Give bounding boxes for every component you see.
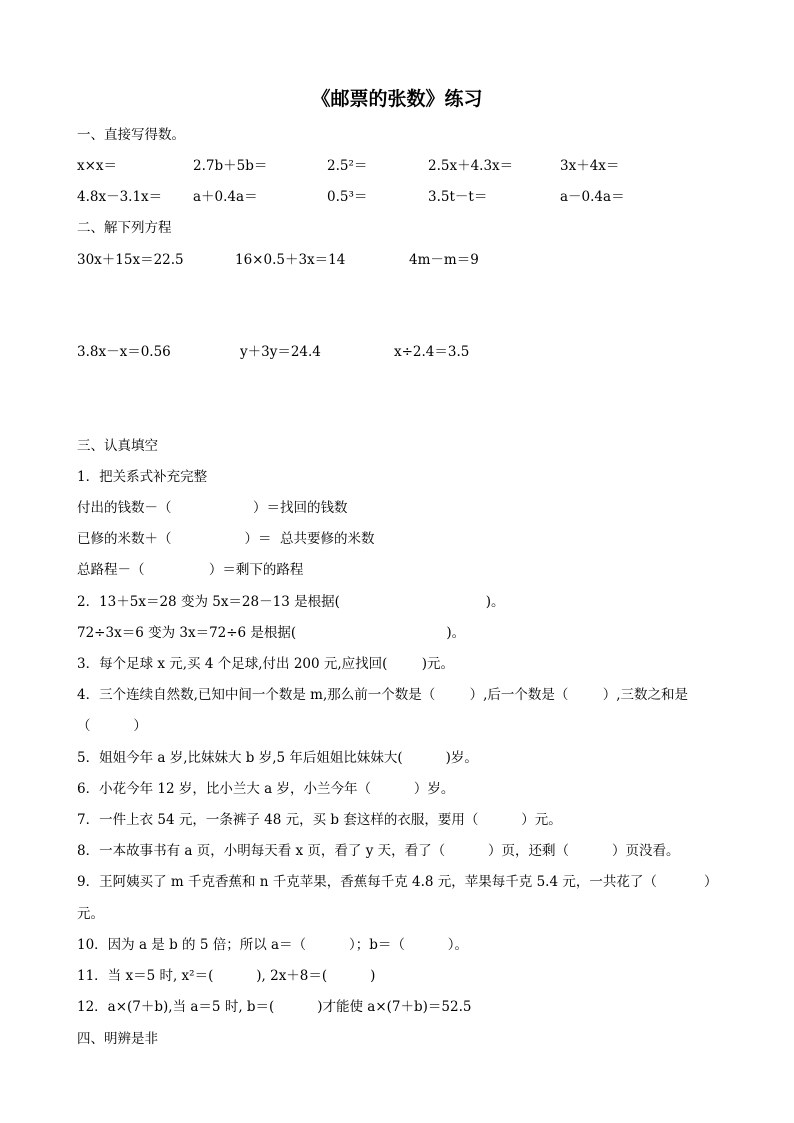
section-1-heading: 一、直接写得数。 bbox=[77, 127, 185, 143]
s2-r2-c1: 3.8x－x＝0.56 bbox=[77, 344, 171, 360]
s1-r2-c1: 4.8x－3.1x＝ bbox=[77, 189, 163, 205]
s2-r1-c2: 16×0.5＋3x＝14 bbox=[235, 252, 346, 268]
s2-r1-c1: 30x＋15x＝22.5 bbox=[77, 252, 184, 268]
fill-line-8: 4．三个连续自然数,已知中间一个数是 m,那么前一个数是（ ）,后一个数是（ ）,三数之和是 bbox=[77, 687, 689, 703]
fill-line-6: 72÷3x＝6 变为 3x＝72÷6 是根据( )。 bbox=[77, 625, 466, 641]
section-2-heading: 二、解下列方程 bbox=[77, 220, 172, 236]
fill-line-1: 1．把关系式补充完整 bbox=[77, 469, 208, 485]
fill-line-16: 10．因为 a 是 b 的 5 倍；所以 a＝（ ）；b＝（ ）。 bbox=[77, 937, 469, 953]
s2-r2-c2: y＋3y＝24.4 bbox=[240, 344, 321, 360]
s1-r2-c3: 0.5³＝ bbox=[327, 189, 368, 205]
fill-line-11: 6．小花今年 12 岁，比小兰大 a 岁，小兰今年（ ）岁。 bbox=[77, 781, 455, 797]
s1-r1-c5: 3x＋4x＝ bbox=[560, 158, 620, 174]
s1-r1-c1: x×x＝ bbox=[77, 158, 118, 174]
fill-line-12: 7．一件上衣 54 元，一条裤子 48 元，买 b 套这样的衣服，要用（ ）元。 bbox=[77, 812, 562, 828]
section-4-heading: 四、明辨是非 bbox=[77, 1031, 158, 1047]
s1-r2-c2: a＋0.4a＝ bbox=[193, 189, 258, 205]
s1-r1-c3: 2.5²＝ bbox=[327, 158, 368, 174]
fill-line-4: 总路程－（ ）＝剩下的路程 bbox=[77, 562, 304, 578]
fill-line-7: 3．每个足球 x 元,买 4 个足球,付出 200 元,应找回( )元。 bbox=[77, 656, 455, 672]
s1-r2-c5: a－0.4a＝ bbox=[560, 189, 625, 205]
s1-r1-c2: 2.7b＋5b＝ bbox=[193, 158, 268, 174]
s1-r1-c4: 2.5x＋4.3x＝ bbox=[428, 158, 514, 174]
fill-line-5: 2．13＋5x＝28 变为 5x＝28－13 是根据( )。 bbox=[77, 594, 505, 610]
s1-r2-c4: 3.5t－t＝ bbox=[428, 189, 488, 205]
fill-line-10: 5．姐姐今年 a 岁,比妹妹大 b 岁,5 年后姐姐比妹妹大( )岁。 bbox=[77, 750, 478, 766]
page-title: 《邮票的张数》练习 bbox=[311, 88, 483, 110]
fill-line-3: 已修的米数＋（ ）＝ 总共要修的米数 bbox=[77, 531, 375, 547]
fill-line-9: （ ） bbox=[77, 718, 147, 734]
fill-line-13: 8．一本故事书有 a 页，小明每天看 x 页，看了 y 天，看了（ ）页，还剩（ ）页没看。 bbox=[77, 843, 680, 859]
fill-line-14: 9．王阿姨买了 m 千克香蕉和 n 千克苹果，香蕉每千克 4.8 元，苹果每千克 5.4 元，一共花了（ ） bbox=[77, 874, 718, 890]
section-3-heading: 三、认真填空 bbox=[77, 438, 158, 454]
fill-line-2: 付出的钱数－（ ）＝找回的钱数 bbox=[77, 500, 348, 516]
fill-line-18: 12．a×(7＋b),当 a＝5 时, b＝( )才能使 a×(7＋b)＝52.5 bbox=[77, 999, 472, 1015]
fill-line-15: 元。 bbox=[77, 906, 104, 922]
fill-line-17: 11．当 x＝5 时, x²＝( ), 2x＋8＝( ) bbox=[77, 968, 376, 984]
s2-r2-c3: x÷2.4＝3.5 bbox=[394, 344, 470, 360]
s2-r1-c3: 4m－m＝9 bbox=[409, 252, 479, 268]
